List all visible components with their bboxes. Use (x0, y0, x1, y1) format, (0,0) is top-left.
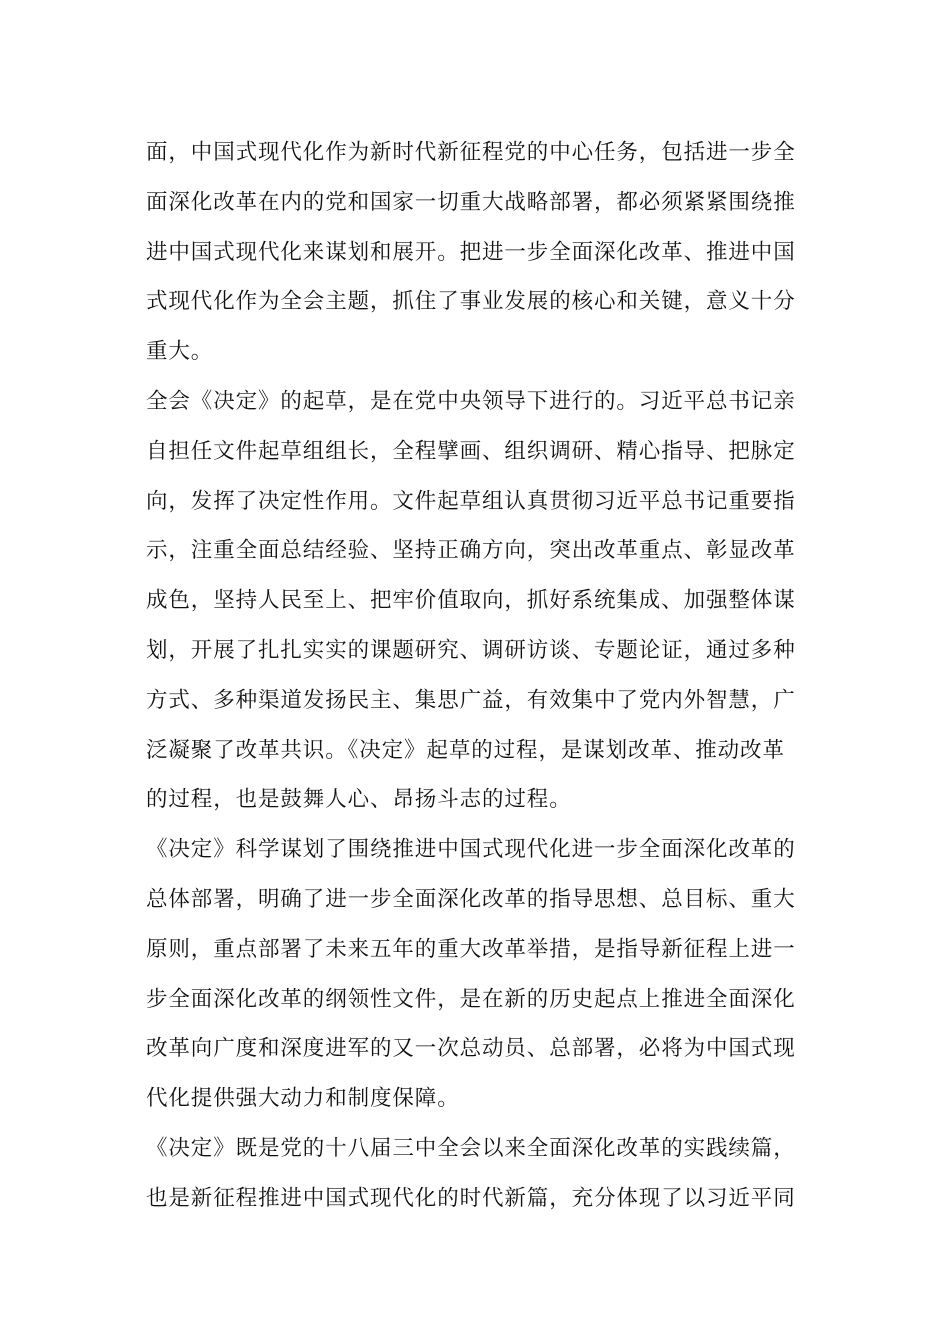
text-line: 成色，坚持人民至上、把牢价值取向，抓好系统集成、加强整体谋 (146, 588, 796, 614)
text-line: 式现代化作为全会主题，抓住了事业发展的核心和关键，意义十分 (146, 289, 796, 315)
text-line: 的过程，也是鼓舞人心、昂扬斗志的过程。 (146, 787, 572, 813)
text-line: 也是新征程推进中国式现代化的时代新篇，充分体现了以习近平同 (146, 1185, 796, 1211)
text-line: 全会《决定》的起草，是在党中央领导下进行的。习近平总书记亲 (146, 388, 796, 414)
text-line: 面深化改革在内的党和国家一切重大战略部署，都必须紧紧围绕推 (146, 189, 796, 215)
text-line: 《决定》既是党的十八届三中全会以来全面深化改革的实践续篇， (146, 1135, 796, 1161)
text-line: 总体部署，明确了进一步全面深化改革的指导思想、总目标、重大 (146, 886, 796, 912)
text-line: 代化提供强大动力和制度保障。 (146, 1086, 460, 1112)
text-line: 面，中国式现代化作为新时代新征程党的中心任务，包括进一步全 (146, 140, 796, 165)
text-line: 自担任文件起草组组长，全程擘画、组织调研、精心指导、把脉定 (146, 438, 796, 464)
text-line: 步全面深化改革的纲领性文件，是在新的历史起点上推进全面深化 (146, 986, 796, 1012)
text-line: 示，注重全面总结经验、坚持正确方向，突出改革重点、彰显改革 (146, 538, 796, 564)
text-line: 方式、多种渠道发扬民主、集思广益，有效集中了党内外智慧，广 (146, 687, 796, 713)
text-line: 向，发挥了决定性作用。文件起草组认真贯彻习近平总书记重要指 (146, 488, 796, 514)
paragraph-3 (146, 825, 812, 1124)
text-line: 划，开展了扎扎实实的课题研究、调研访谈、专题论证，通过多种 (146, 637, 796, 663)
paragraph-1 (146, 128, 812, 377)
text-line: 进中国式现代化来谋划和展开。把进一步全面深化改革、推进中国 (146, 239, 796, 265)
body-text (146, 128, 812, 1224)
text-line: 原则，重点部署了未来五年的重大改革举措，是指导新征程上进一 (146, 936, 796, 962)
text-line: 重大。 (146, 339, 214, 365)
text-line: 泛凝聚了改革共识。《决定》起草的过程，是谋划改革、推动改革 (146, 737, 785, 763)
text-line: 改革向广度和深度进军的又一次总动员、总部署，必将为中国式现 (146, 1036, 796, 1062)
paragraph-2 (146, 377, 812, 825)
text-line: 《决定》科学谋划了围绕推进中国式现代化进一步全面深化改革的 (146, 837, 796, 863)
paragraph-4 (146, 1124, 812, 1224)
